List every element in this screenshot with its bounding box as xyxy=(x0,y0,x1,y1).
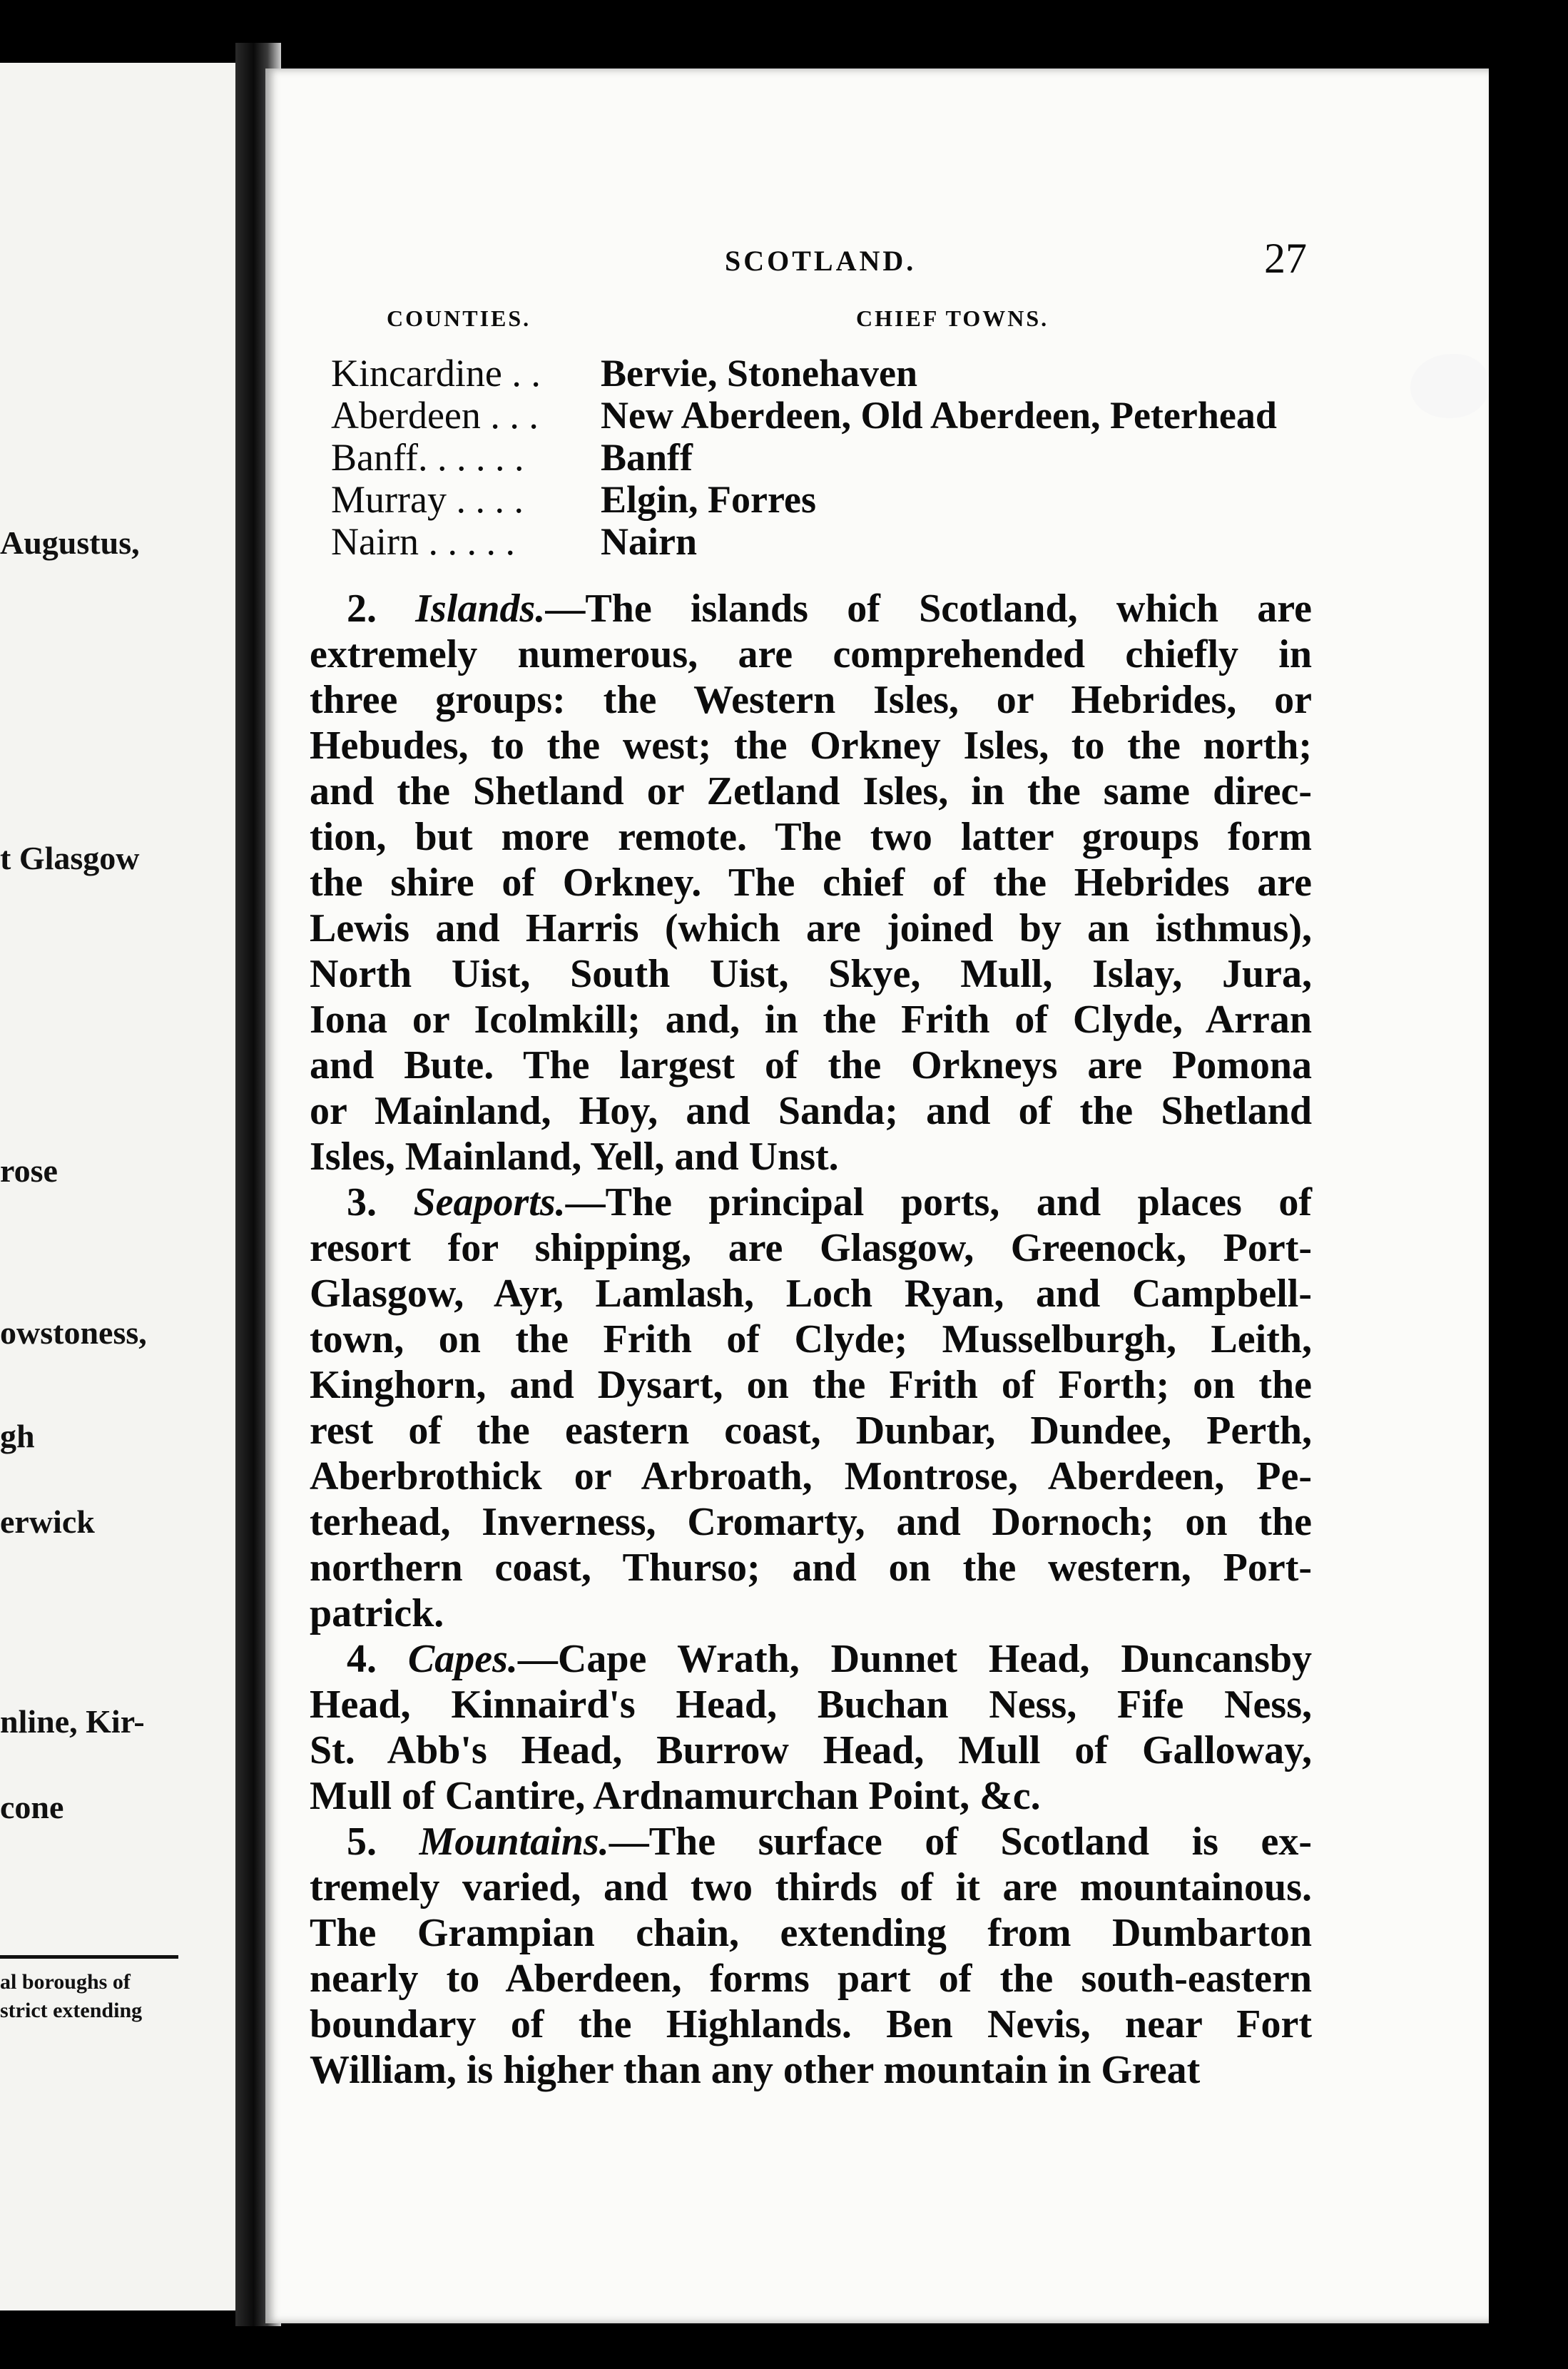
section-line: the shire of Orkney. The chief of the Hebrides are xyxy=(310,861,1312,905)
section-line: St. Abb's Head, Burrow Head, Mull of Galloway, xyxy=(310,1728,1312,1772)
county-name: Aberdeen . . . xyxy=(331,394,539,437)
scan-border-right xyxy=(1489,50,1568,2333)
page-number: 27 xyxy=(1264,235,1307,282)
section-line-text: —The islands of Scotland, which are xyxy=(545,587,1312,631)
section-line: Aberbrothick or Arbroath, Montrose, Aberdeen, Pe- xyxy=(310,1454,1312,1498)
section-line: northern coast, Thurso; and on the western, Port- xyxy=(310,1546,1312,1590)
section-line: extremely numerous, are comprehended chiefly in xyxy=(310,632,1312,676)
section-line: nearly to Aberdeen, forms part of the south-eastern xyxy=(310,1957,1312,2001)
section-line: Hebudes, to the west; the Orkney Isles, to the north; xyxy=(310,724,1312,768)
left-page-fragment: owstoness, xyxy=(0,1314,147,1351)
chief-towns: Elgin, Forres xyxy=(601,478,816,521)
section-number: 5. xyxy=(347,1820,377,1864)
section-first-line xyxy=(310,1180,1312,1225)
page-stain xyxy=(1410,354,1489,418)
section-line: and Bute. The largest of the Orkneys are Pomona xyxy=(310,1043,1312,1087)
chief-towns: New Aberdeen, Old Aberdeen, Peterhead xyxy=(601,394,1277,437)
chief-towns: Nairn xyxy=(601,520,697,563)
section-line: town, on the Frith of Clyde; Musselburgh, Leith, xyxy=(310,1317,1312,1361)
county-name: Nairn . . . . . xyxy=(331,520,515,563)
county-row xyxy=(331,520,697,563)
left-page-fragment: rose xyxy=(0,1152,58,1189)
county-name: Murray . . . . xyxy=(331,478,524,521)
county-row xyxy=(331,478,816,521)
running-head-title: SCOTLAND. xyxy=(725,245,917,277)
left-page-fragment: cone xyxy=(0,1789,64,1825)
section-line: terhead, Inverness, Cromarty, and Dornoch; on the xyxy=(310,1500,1312,1544)
section-line: patrick. xyxy=(310,1591,444,1635)
county-row xyxy=(331,436,693,479)
county-name: Banff. . . . . . xyxy=(331,436,524,479)
section-line: Isles, Mainland, Yell, and Unst. xyxy=(310,1135,839,1179)
footnote-rule xyxy=(0,1955,178,1959)
left-footnote-line-2: strict extending xyxy=(0,1999,143,2022)
section-line: The Grampian chain, extending from Dumbarton xyxy=(310,1911,1312,1955)
section-number: 4. xyxy=(347,1637,377,1681)
left-page-fragment: erwick xyxy=(0,1503,95,1540)
section-line-text: —Cape Wrath, Dunnet Head, Duncansby xyxy=(517,1637,1313,1681)
section-line-text: —The surface of Scotland is ex- xyxy=(609,1820,1312,1864)
left-page-fragment: gh xyxy=(0,1418,35,1454)
section-heading: Mountains. xyxy=(419,1820,609,1864)
section-line: Kinghorn, and Dysart, on the Frith of Forth; on the xyxy=(310,1363,1312,1407)
section-line: tremely varied, and two thirds of it are mountainous. xyxy=(310,1865,1312,1909)
section-first-line xyxy=(310,1636,1312,1682)
section-line: Glasgow, Ayr, Lamlash, Loch Ryan, and Campbell- xyxy=(310,1272,1312,1316)
column-header-counties: COUNTIES. xyxy=(387,305,531,331)
section-line: or Mainland, Hoy, and Sanda; and of the Shetland xyxy=(310,1089,1312,1133)
left-page-fragment: nline, Kir- xyxy=(0,1703,145,1740)
left-page-fragment: Augustus, xyxy=(0,524,140,561)
section-line: North Uist, South Uist, Skye, Mull, Islay, Jura, xyxy=(310,952,1312,996)
county-row xyxy=(331,394,1277,437)
section-number: 3. xyxy=(347,1180,377,1224)
section-line: rest of the eastern coast, Dunbar, Dundee, Perth, xyxy=(310,1409,1312,1453)
facing-page-left xyxy=(0,63,246,2310)
section-line: Head, Kinnaird's Head, Buchan Ness, Fife Ness, xyxy=(310,1683,1312,1727)
column-header-chief-towns: CHIEF TOWNS. xyxy=(856,305,1049,331)
section-first-line xyxy=(310,1819,1312,1865)
section-line: Mull of Cantire, Ardnamurchan Point, &c. xyxy=(310,1774,1041,1818)
section-heading: Capes. xyxy=(407,1637,518,1681)
section-line: resort for shipping, are Glasgow, Greenock, Port- xyxy=(310,1226,1312,1270)
section-line: and the Shetland or Zetland Isles, in the same direc- xyxy=(310,769,1312,813)
county-name: Kincardine . . xyxy=(331,352,541,395)
section-first-line xyxy=(310,586,1312,631)
section-line: three groups: the Western Isles, or Hebrides, or xyxy=(310,678,1312,722)
page-27 xyxy=(265,69,1489,2323)
section-line: Lewis and Harris (which are joined by an isthmus), xyxy=(310,906,1312,950)
county-row xyxy=(331,352,917,395)
chief-towns: Banff xyxy=(601,436,693,479)
chief-towns: Bervie, Stonehaven xyxy=(601,352,917,395)
section-number: 2. xyxy=(347,587,377,631)
left-footnote-line-1: al boroughs of xyxy=(0,1970,131,1994)
section-line: tion, but more remote. The two latter groups form xyxy=(310,815,1312,859)
section-line: William, is higher than any other mountain in Great xyxy=(310,2048,1201,2092)
section-line: boundary of the Highlands. Ben Nevis, near Fort xyxy=(310,2002,1312,2046)
left-page-fragment: t Glasgow xyxy=(0,840,140,876)
section-line-text: —The principal ports, and places of xyxy=(565,1180,1312,1224)
section-line: Iona or Icolmkill; and, in the Frith of Clyde, Arran xyxy=(310,998,1312,1042)
body-text xyxy=(310,586,1312,2093)
section-heading: Seaports. xyxy=(413,1180,566,1224)
section-heading: Islands. xyxy=(415,587,546,631)
